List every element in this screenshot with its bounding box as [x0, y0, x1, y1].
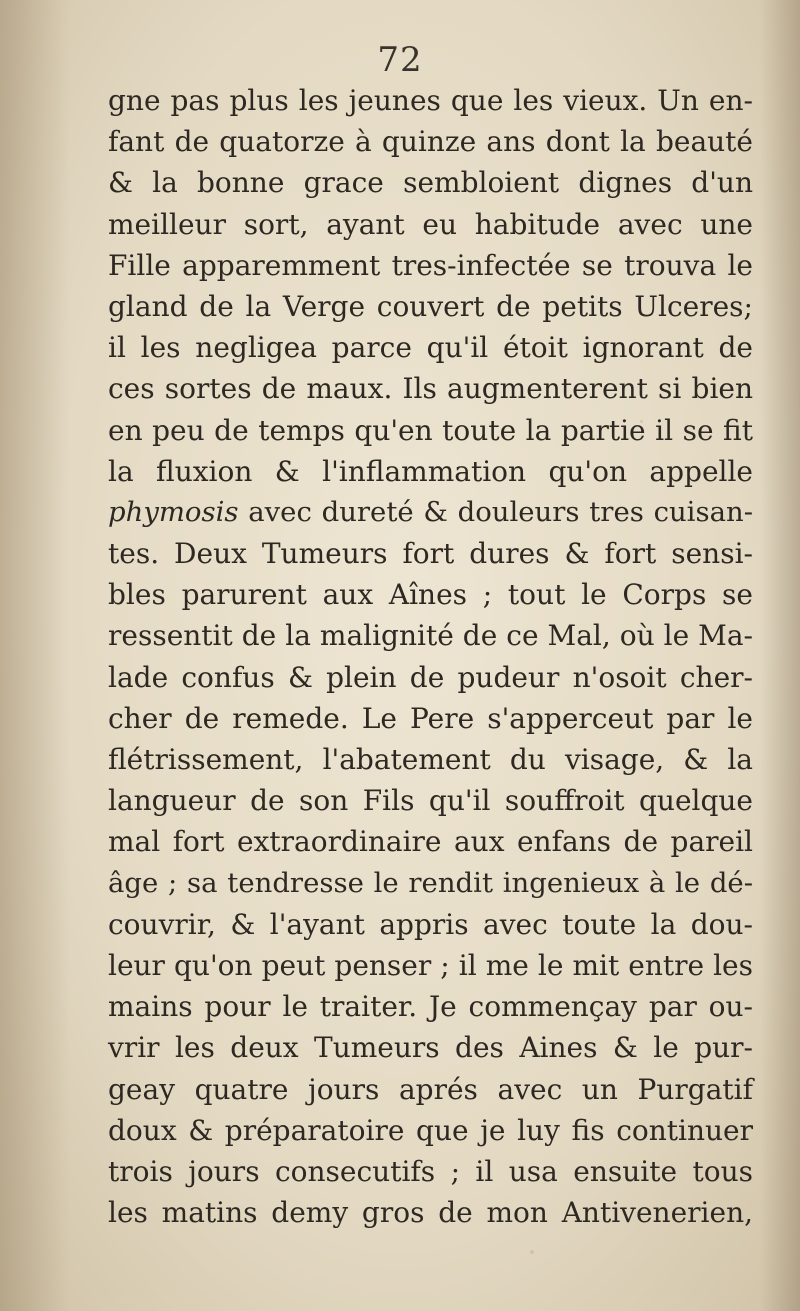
text-line: les matins demy gros de mon Antivenerien,	[108, 1196, 753, 1230]
text-line: phymosis avec dureté & douleurs tres cuisan-	[108, 495, 753, 528]
page-number: 72	[377, 40, 423, 80]
text-line: couvrir, & l'ayant appris avec toute la dou-	[108, 907, 753, 941]
text-line: âge ; sa tendresse le rendit ingenieux à le dé-	[108, 866, 753, 899]
text-line: leur qu'on peut penser ; il me le mit entre les	[108, 948, 753, 982]
text-line: en peu de temps qu'en toute la partie il se fit	[108, 413, 753, 447]
text-line: gland de la Verge couvert de petits Ulceres;	[108, 289, 753, 323]
text-line: lade confus & plein de pudeur n'osoit cher-	[108, 660, 753, 694]
text-line: & la bonne grace sembloient dignes d'un	[108, 166, 753, 200]
text-line: cher de remede. Le Pere s'apperceut par le	[108, 701, 753, 735]
text-line: mal fort extraordinaire aux enfans de pareil	[108, 825, 753, 859]
text-line: geay quatre jours aprés avec un Purgatif	[108, 1072, 753, 1106]
text-line: flétrissement, l'abatement du visage, & la	[108, 743, 753, 776]
paper-spot	[530, 1250, 534, 1254]
text-line: doux & préparatoire que je luy fis continuer	[108, 1113, 753, 1147]
text-line: mains pour le traiter. Je commençay par ou-	[108, 990, 753, 1024]
italic-term: phymosis	[108, 495, 239, 528]
text-line: trois jours consecutifs ; il usa ensuite tous	[108, 1154, 753, 1188]
text-line: gne pas plus les jeunes que les vieux. Un en-	[108, 84, 753, 117]
text-line: ces sortes de maux. Ils augmenterent si bien	[108, 372, 753, 406]
text-line: bles parurent aux Aînes ; tout le Corps se	[108, 578, 753, 612]
text-line: langueur de son Fils qu'il souffroit quelque	[108, 784, 753, 818]
text-line: tes. Deux Tumeurs fort dures & fort sensi-	[108, 537, 753, 571]
text-line: la fluxion & l'inflammation qu'on appelle	[108, 454, 753, 488]
text-line: Fille apparemment tres-infectée se trouva le	[108, 248, 753, 282]
text-line: il les negligea parce qu'il étoit ignorant de	[108, 331, 753, 365]
text-line: meilleur sort, ayant eu habitude avec une	[108, 207, 753, 241]
text-line: ressentit de la malignité de ce Mal, où le Ma-	[108, 619, 753, 653]
text-line: vrir les deux Tumeurs des Aines & le pur-	[108, 1031, 753, 1065]
body-text	[108, 80, 753, 1233]
text-line: fant de quatorze à quinze ans dont la beauté	[108, 125, 753, 159]
